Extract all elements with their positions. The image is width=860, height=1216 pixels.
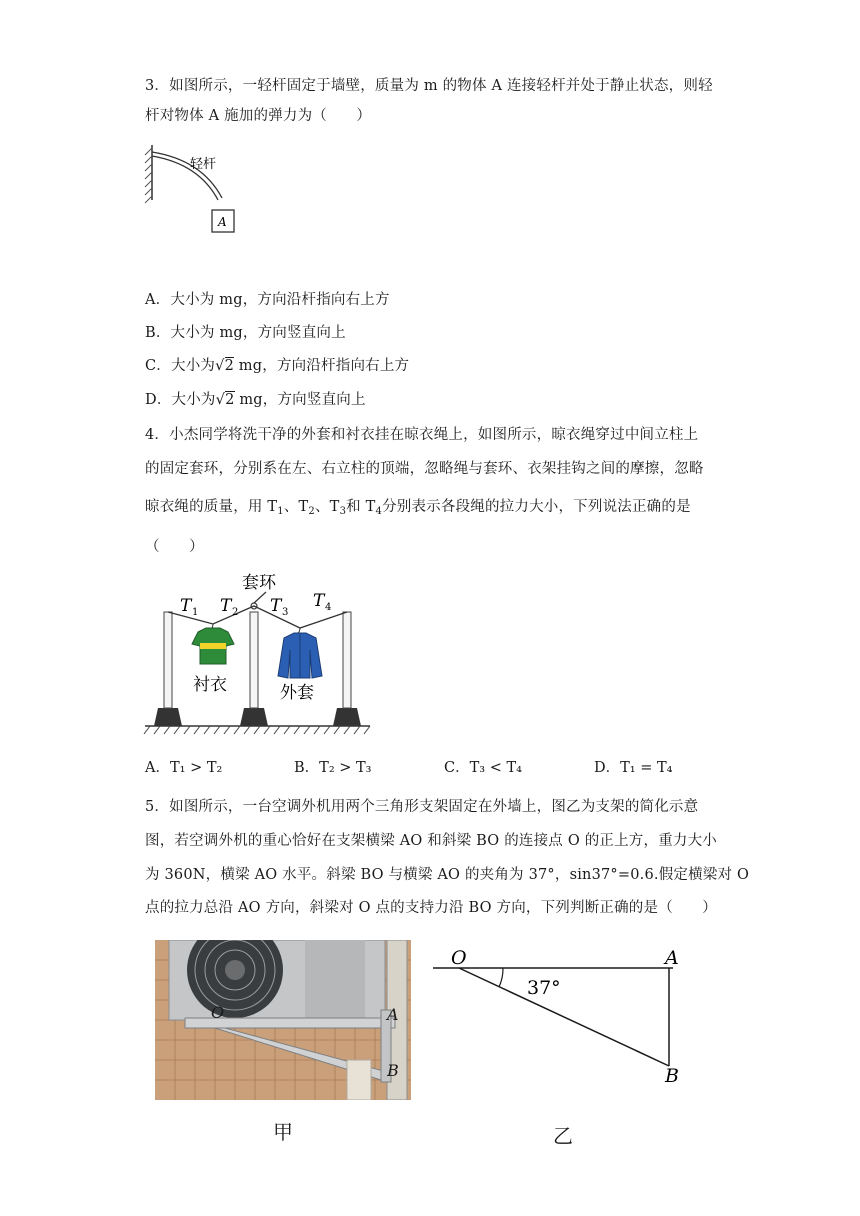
diagram-label-o: O xyxy=(451,947,467,969)
label-t2: T xyxy=(220,596,232,616)
photo-label-a: A xyxy=(387,1005,399,1024)
pole-right xyxy=(343,612,351,708)
q4-stem-line3: 晾衣绳的质量，用 $T_1$、$T_2$、$T_3$和 $T_4$分别表示各段绳的拉力大小，下列说法正确的是 xyxy=(145,499,691,517)
q5-diagram-yi xyxy=(425,940,695,1090)
label-t1-sub: 1 xyxy=(192,607,199,618)
q3-option-d[interactable]: D．大小为√2 mg，方向竖直向上 xyxy=(145,392,366,408)
diagram-label-angle: 37° xyxy=(527,977,561,999)
diagram-label-b: B xyxy=(665,1065,679,1087)
photo-label-o: O xyxy=(211,1003,225,1022)
label-ring: 套环 xyxy=(242,573,276,593)
q3-stem-line2: 杆对物体 A 施加的弹力为（ ） xyxy=(145,108,372,124)
q3-option-b[interactable]: B．大小为 mg，方向竖直向上 xyxy=(145,325,346,341)
pole-base-middle xyxy=(240,708,268,726)
rod-label: 轻杆 xyxy=(190,157,217,172)
q4-option-d[interactable]: D．T₁ = T₄ xyxy=(594,760,673,776)
q5-stem-line4: 点的拉力总沿 AO 方向，斜梁对 O 点的支持力沿 BO 方向，下列判断正确的是（ ） xyxy=(145,900,718,916)
pole-base-right xyxy=(333,708,361,726)
pole-base-left xyxy=(154,708,182,726)
label-coat: 外套 xyxy=(280,683,314,703)
caption-yi: 乙 xyxy=(553,1124,573,1148)
q5-stem-line3: 为 360N，横梁 AO 水平。斜梁 BO 与横梁 AO 的夹角为 37°，sin37°=0.6.假定横梁对 O xyxy=(145,867,750,883)
label-t3-sub: 3 xyxy=(282,607,289,618)
q4-option-b[interactable]: B．T₂ > T₃ xyxy=(294,760,372,776)
block-a-label: A xyxy=(218,215,227,229)
pole-middle xyxy=(250,612,258,708)
label-t2-sub: 2 xyxy=(232,607,239,618)
photo-label-b: B xyxy=(387,1061,399,1080)
label-t3: T xyxy=(270,596,282,616)
sqrt-icon: √ xyxy=(215,358,225,374)
q5-stem-line2: 图，若空调外机的重心恰好在支架横梁 AO 和斜梁 BO 的连接点 O 的正上方，重力大小 xyxy=(145,833,718,849)
beam-bo xyxy=(459,968,669,1066)
q3-stem-line1: 3．如图所示，一轻杆固定于墙壁，质量为 m 的物体 A 连接轻杆并处于静止状态，则轻 xyxy=(145,78,713,94)
caption-jia: 甲 xyxy=(273,1120,293,1144)
q4-stem-line2: 的固定套环，分别系在左、右立柱的顶端，忽略绳与套环、衣架挂钩之间的摩擦，忽略 xyxy=(145,461,704,477)
pole-left xyxy=(164,612,172,708)
q3-option-c[interactable]: C．大小为√2 mg，方向沿杆指向右上方 xyxy=(145,358,410,374)
q4-option-c[interactable]: C．T₃ < T₄ xyxy=(444,760,522,776)
diagram-label-a: A xyxy=(665,947,679,969)
shirt-stripe xyxy=(200,643,226,649)
sqrt-icon: √ xyxy=(215,392,226,408)
q3-figure xyxy=(140,140,250,240)
label-t1: T xyxy=(180,596,192,616)
q4-option-a[interactable]: A．T₁ > T₂ xyxy=(145,760,223,776)
q4-figure xyxy=(140,566,375,736)
label-shirt: 衬衣 xyxy=(193,675,227,695)
q4-stem-line1: 4．小杰同学将洗干净的外套和衬衣挂在晾衣绳上，如图所示，晾衣绳穿过中间立柱上 xyxy=(145,427,699,443)
q5-photo-jia xyxy=(155,940,411,1100)
angle-arc xyxy=(499,968,503,987)
q4-stem-line4: （ ） xyxy=(145,539,204,555)
q3-option-a[interactable]: A．大小为 mg，方向沿杆指向右上方 xyxy=(145,292,390,308)
label-t4: T xyxy=(313,591,325,611)
ring-pointer xyxy=(254,592,266,603)
label-t4-sub: 4 xyxy=(325,602,332,613)
q5-stem-line1: 5．如图所示，一台空调外机用两个三角形支架固定在外墙上，图乙为支架的简化示意 xyxy=(145,799,699,815)
